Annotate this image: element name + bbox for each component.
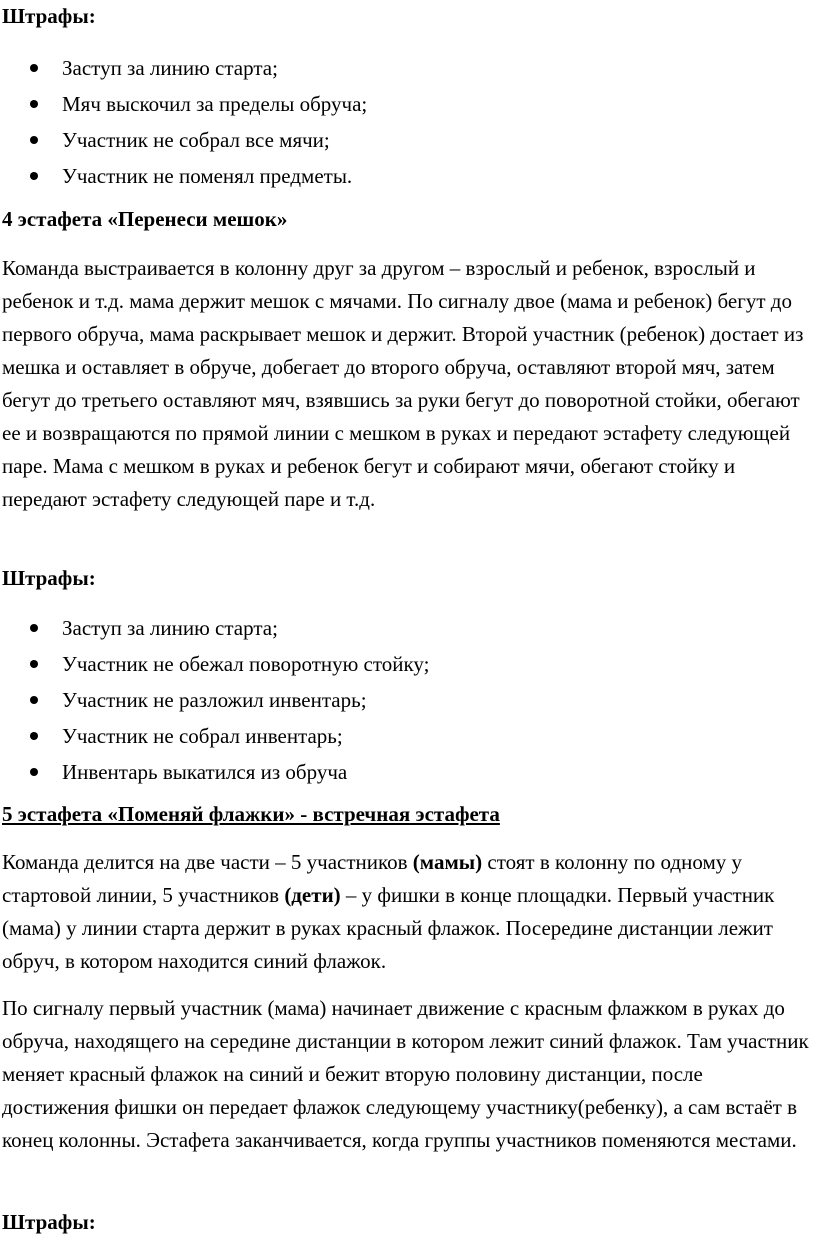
penalties-heading-1: Штрафы:	[2, 4, 96, 28]
relay5-paragraph-1: Команда делится на две части – 5 участников (мамы) стоят в колонну по одному у стартовой линии, 5 участников (дети) – у фишки в конце площадки. Первый участник (мама) у линии старта держит в руках красный флажок. Посередине дистанции лежит обруч, в котором находится синий флажок.	[2, 850, 775, 973]
penalties-heading-3: Штрафы:	[2, 1210, 96, 1234]
relay4-description: Команда выстраивается в колонну друг за другом – взрослый и ребенок, взрослый и ребенок и т.д. мама держит мешок с мячами. По сигналу двое (мама и ребенок) бегут до первого обруча, мама раскрывает мешок и держит. Второй участник (ребенок) достает из мешка и оставляет в обруче, добегает до второго обруча, оставляют второй мяч, затем бегут до третьего оставляют мяч, взявшись за руки бегут до поворотной стойки, обегают ее и возвращаются по прямой линии с мешком в руках и передают эстафету следующей паре. Мама с мешком в руках и ребенок бегут и собирают мячи, обегают стойку и передают эстафету следующей паре и т.д.	[2, 256, 804, 511]
list-item: Участник не поменял предметы.	[2, 158, 802, 194]
list-item: Заступ за линию старта;	[2, 610, 802, 646]
penalties-list-2	[2, 610, 802, 790]
list-item: Заступ за линию старта;	[2, 50, 802, 86]
bullet-icon	[30, 732, 38, 740]
list-item: Участник не собрал инвентарь;	[2, 718, 802, 754]
bullet-icon	[30, 136, 38, 144]
list-item: Мяч выскочил за пределы обруча;	[2, 86, 802, 122]
bullet-icon	[30, 64, 38, 72]
bullet-icon	[30, 768, 38, 776]
penalties-heading-2: Штрафы:	[2, 566, 96, 590]
bullet-icon	[30, 696, 38, 704]
bullet-icon	[30, 624, 38, 632]
list-item: Инвентарь выкатился из обруча	[2, 754, 802, 790]
list-item: Участник не разложил инвентарь;	[2, 682, 802, 718]
list-item: Участник не собрал все мячи;	[2, 122, 802, 158]
bullet-icon	[30, 100, 38, 108]
relay5-title: 5 эстафета «Поменяй флажки» - встречная эстафета	[2, 802, 500, 826]
bullet-icon	[30, 660, 38, 668]
bullet-icon	[30, 172, 38, 180]
penalties-list-1	[2, 50, 802, 194]
relay4-title: 4 эстафета «Перенеси мешок»	[2, 207, 288, 231]
relay5-paragraph-2: По сигналу первый участник (мама) начинает движение с красным флажком в руках до обруча, находящего на середине дистанции в котором лежит синий флажок. Там участник меняет красный флажок на синий и бежит вторую половину дистанции, после достижения фишки он передает флажок следующему участнику(ребенку), а сам встаёт в конец колонны. Эстафета заканчивается, когда группы участников поменяются местами.	[2, 996, 809, 1152]
list-item: Участник не обежал поворотную стойку;	[2, 646, 802, 682]
